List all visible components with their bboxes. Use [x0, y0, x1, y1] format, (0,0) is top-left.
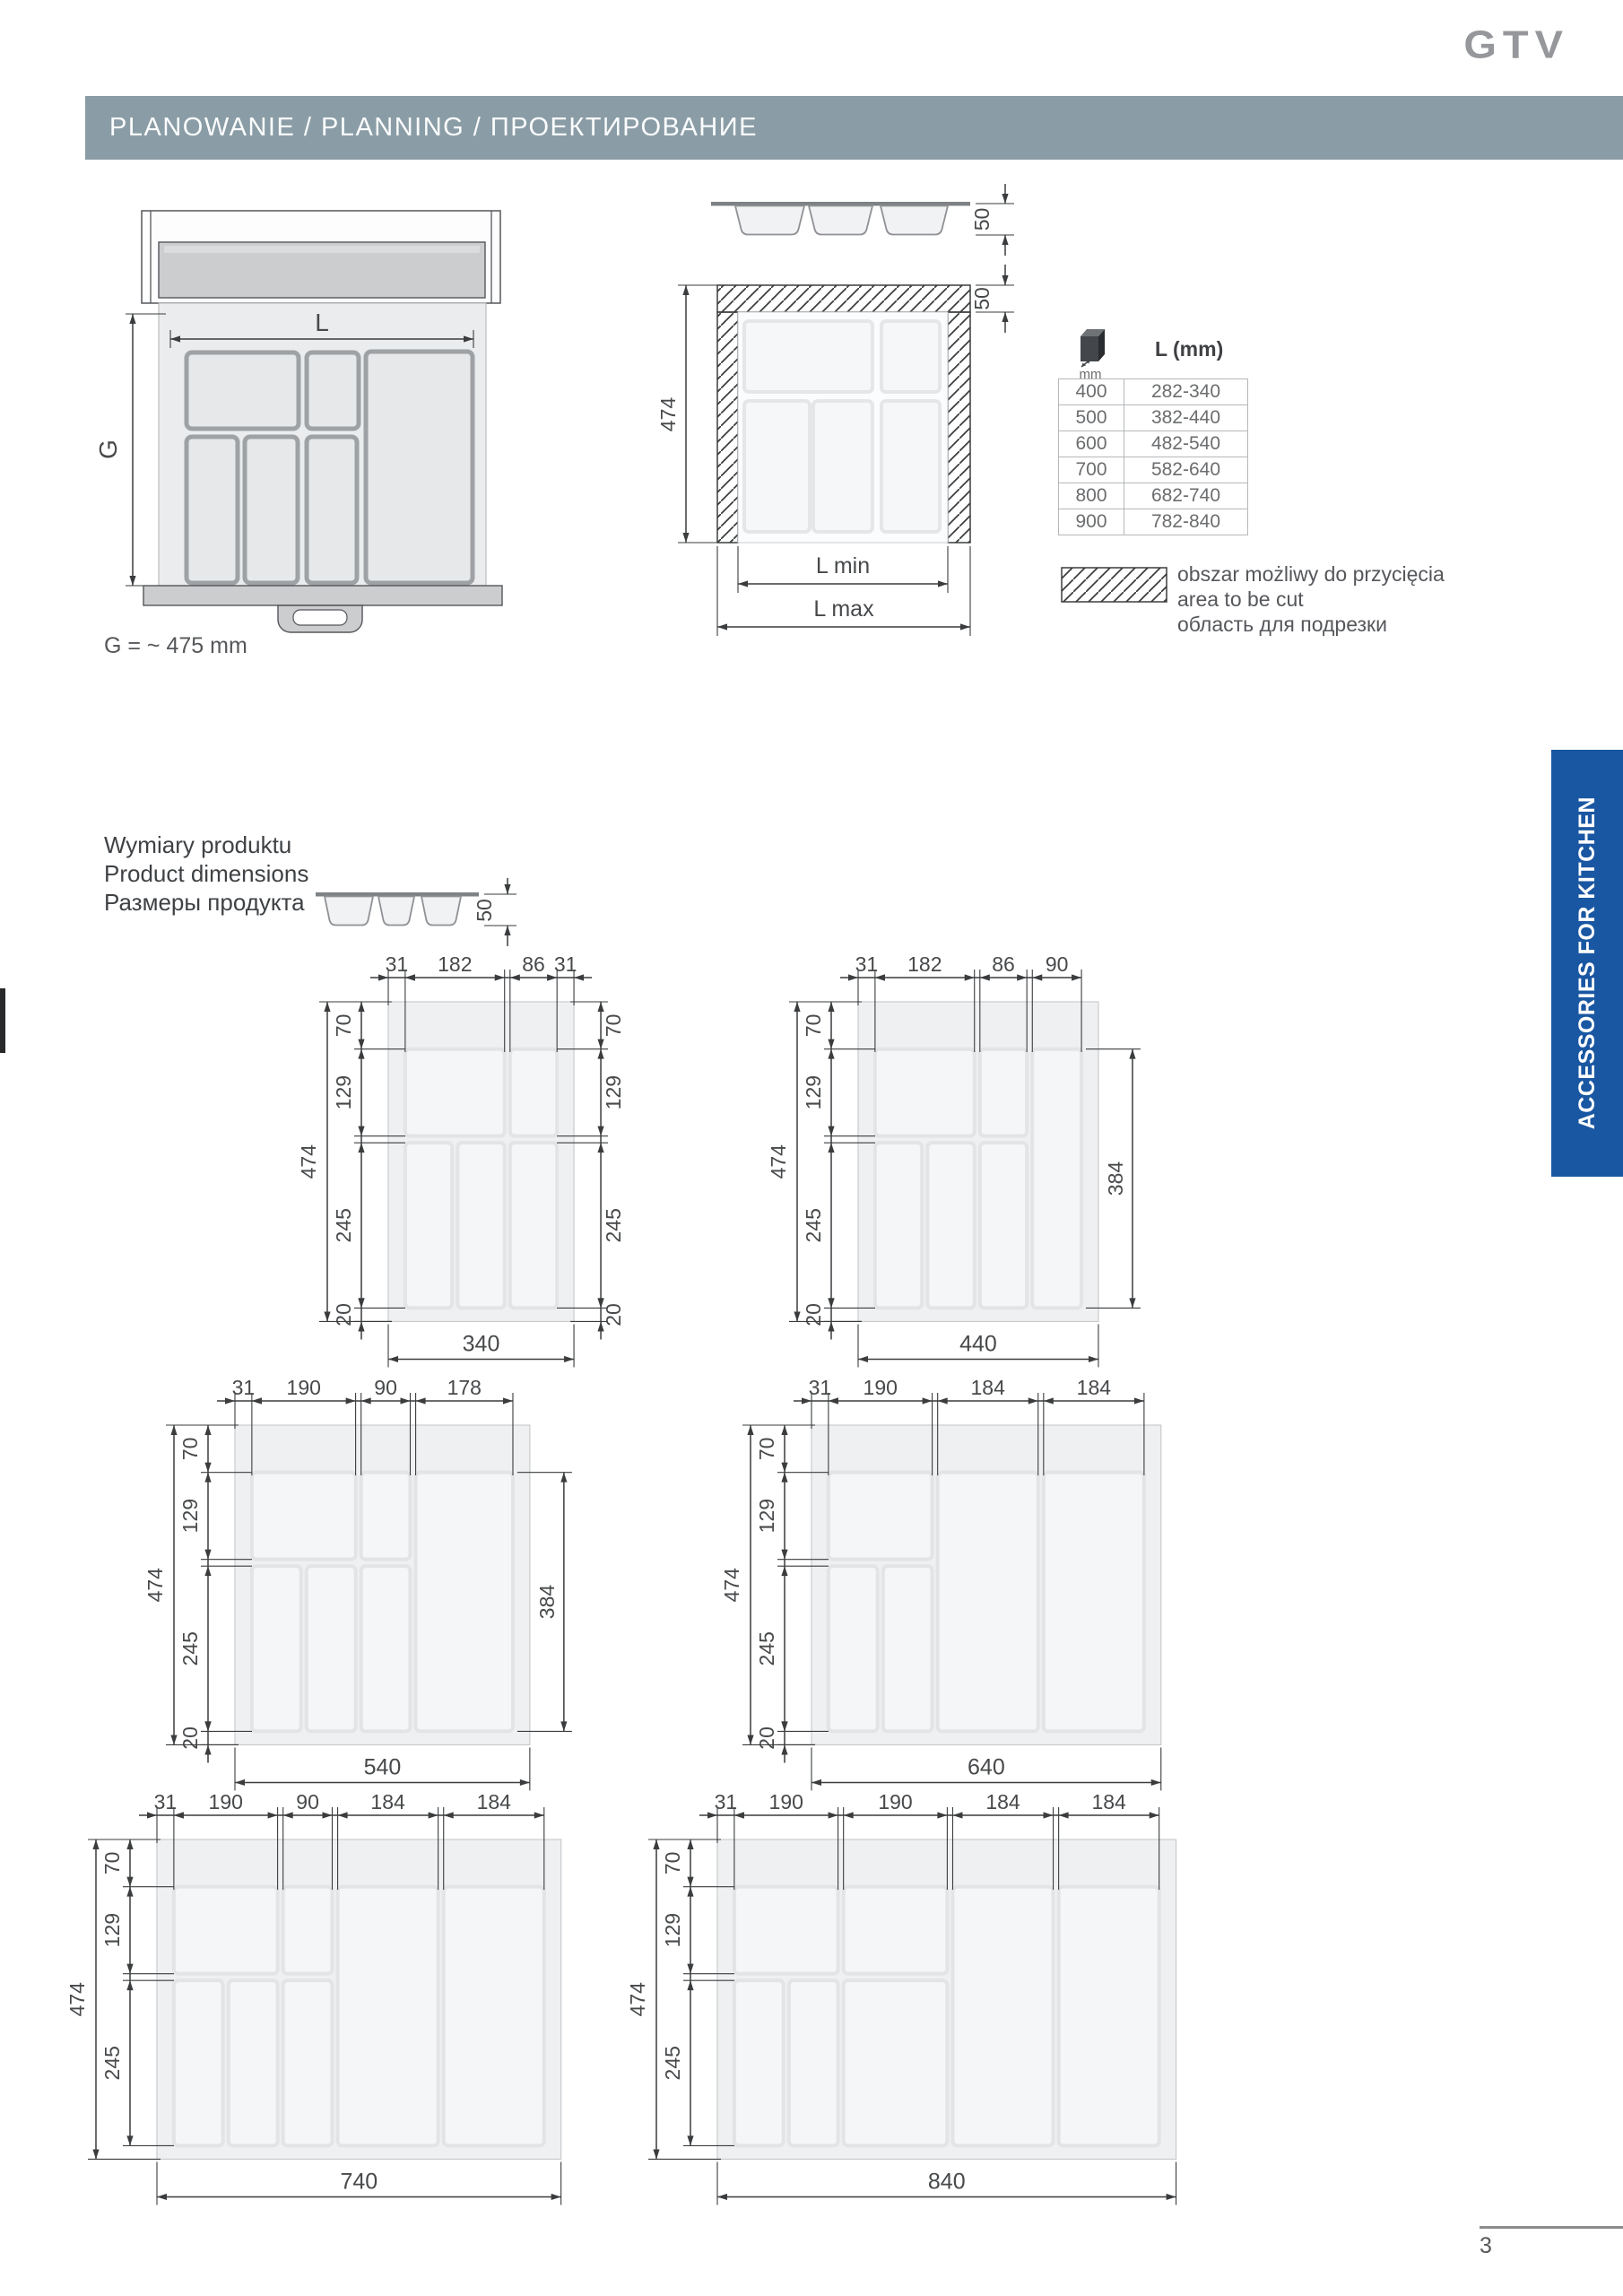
svg-text:129: 129: [755, 1498, 778, 1534]
svg-text:90: 90: [374, 1376, 397, 1399]
svg-text:31: 31: [553, 952, 577, 976]
svg-text:129: 129: [100, 1912, 124, 1948]
side-tab-accessories-for-kitchen: ACCESSORIES FOR KITCHEN: [1551, 750, 1623, 1177]
svg-text:31: 31: [808, 1376, 832, 1399]
dim-l-min: L min: [815, 553, 871, 578]
cut-area-right-band: [948, 312, 970, 543]
svg-text:31: 31: [385, 952, 409, 976]
svg-text:184: 184: [1076, 1376, 1112, 1399]
svg-text:20: 20: [332, 1303, 355, 1326]
svg-text:184: 184: [1091, 1790, 1126, 1813]
svg-text:245: 245: [100, 2046, 124, 2081]
g-dimension-note: G = ~ 475 mm: [104, 633, 247, 658]
section-title: PLANOWANIE / PLANNING / ПРОЕКТИРОВАНИЕ: [109, 113, 758, 142]
svg-text:190: 190: [878, 1790, 913, 1813]
drawer-overview-drawing: [94, 204, 516, 662]
svg-text:86: 86: [522, 952, 545, 976]
svg-text:190: 190: [286, 1376, 321, 1399]
svg-text:190: 190: [863, 1376, 898, 1399]
hatch-swatch: [1061, 567, 1168, 606]
svg-text:540: 540: [363, 1754, 402, 1780]
svg-text:20: 20: [602, 1303, 626, 1326]
svg-text:129: 129: [661, 1912, 684, 1948]
dim-50-profile-small: 50: [473, 899, 496, 922]
svg-text:20: 20: [755, 1726, 778, 1750]
svg-text:184: 184: [370, 1790, 405, 1813]
diagram-tray-640: [704, 1358, 1246, 1816]
product-dimensions-heading: Wymiary produktu Product dimensions Размеры продукта: [104, 831, 309, 916]
svg-text:178: 178: [447, 1376, 482, 1399]
dim-50-profile: 50: [970, 207, 994, 231]
svg-text:20: 20: [178, 1726, 202, 1750]
footer-rule: [1480, 2226, 1623, 2229]
svg-text:90: 90: [296, 1790, 319, 1813]
svg-text:840: 840: [927, 2169, 966, 2195]
drawer-front-panel: [143, 586, 502, 605]
legend-text: obszar możliwy do przycięcia area to be cut область для подрезки: [1177, 562, 1445, 636]
svg-text:31: 31: [855, 952, 879, 976]
page-number: 3: [1480, 2233, 1492, 2258]
diagram-tray-340: [281, 935, 659, 1393]
svg-text:70: 70: [178, 1437, 202, 1461]
page-edge-mark: [0, 988, 5, 1053]
diagram-tray-440: [751, 935, 1184, 1393]
size-table-body: [1059, 379, 1248, 535]
svg-text:129: 129: [802, 1074, 825, 1110]
size-table-header: L (mm): [1155, 337, 1224, 361]
svg-text:129: 129: [332, 1074, 355, 1110]
dim-50-band: 50: [970, 287, 994, 310]
icon-unit-label: mm: [1079, 367, 1102, 382]
svg-text:182: 182: [438, 952, 473, 976]
svg-text:70: 70: [802, 1013, 825, 1038]
table-row: 500 382-440: [1059, 405, 1248, 431]
section-header: [85, 96, 1623, 160]
svg-text:245: 245: [332, 1208, 355, 1243]
svg-text:31: 31: [153, 1790, 178, 1813]
svg-text:70: 70: [332, 1013, 355, 1038]
svg-text:384: 384: [534, 1584, 559, 1620]
gtv-logo: GTV: [1463, 22, 1569, 66]
svg-text:31: 31: [231, 1376, 256, 1399]
dim-L: L: [315, 309, 329, 336]
svg-text:70: 70: [661, 1851, 684, 1875]
svg-text:70: 70: [100, 1851, 124, 1875]
svg-text:474: 474: [626, 1982, 649, 2017]
table-row: 900 782-840: [1059, 509, 1248, 535]
diagram-tray-840: [610, 1772, 1262, 2231]
svg-text:474: 474: [65, 1982, 89, 2017]
svg-text:129: 129: [602, 1074, 626, 1110]
cut-area-top-band: [717, 285, 970, 312]
svg-text:70: 70: [755, 1437, 778, 1461]
table-row: 800 682-740: [1059, 483, 1248, 509]
svg-text:31: 31: [714, 1790, 738, 1813]
svg-text:184: 184: [985, 1790, 1020, 1813]
svg-text:86: 86: [992, 952, 1015, 976]
svg-text:245: 245: [802, 1208, 825, 1243]
table-row: 400 282-340: [1059, 379, 1248, 405]
svg-text:474: 474: [143, 1568, 167, 1603]
table-row: 700 582-640: [1059, 457, 1248, 483]
svg-text:440: 440: [959, 1331, 997, 1357]
svg-text:640: 640: [968, 1754, 1005, 1780]
svg-text:20: 20: [802, 1303, 825, 1326]
svg-text:474: 474: [767, 1144, 790, 1179]
dim-G: G: [94, 439, 122, 459]
svg-text:740: 740: [340, 2169, 378, 2195]
svg-text:190: 190: [768, 1790, 803, 1813]
svg-text:184: 184: [476, 1790, 511, 1813]
cabinet-width-icon: [1078, 325, 1110, 370]
size-table-grid: [1058, 378, 1248, 535]
dim-l-max: L max: [813, 596, 874, 622]
svg-text:245: 245: [755, 1631, 778, 1666]
svg-text:245: 245: [178, 1631, 202, 1666]
diagram-tray-540: [127, 1358, 615, 1816]
svg-text:70: 70: [602, 1013, 626, 1038]
svg-text:474: 474: [720, 1568, 743, 1603]
diagram-tray-740: [49, 1772, 647, 2231]
svg-text:245: 245: [661, 2046, 684, 2081]
svg-text:474: 474: [297, 1144, 320, 1179]
svg-text:340: 340: [462, 1331, 500, 1357]
cutting-area-drawing: [646, 175, 1085, 650]
dim-474: 474: [656, 396, 680, 432]
cut-area-left-band: [717, 312, 738, 543]
svg-text:384: 384: [1103, 1161, 1127, 1196]
svg-text:184: 184: [970, 1376, 1005, 1399]
table-row: 600 482-540: [1059, 431, 1248, 457]
svg-text:90: 90: [1045, 952, 1069, 976]
svg-text:129: 129: [178, 1498, 202, 1534]
svg-text:190: 190: [208, 1790, 243, 1813]
svg-text:182: 182: [907, 952, 942, 976]
svg-text:245: 245: [602, 1208, 626, 1243]
